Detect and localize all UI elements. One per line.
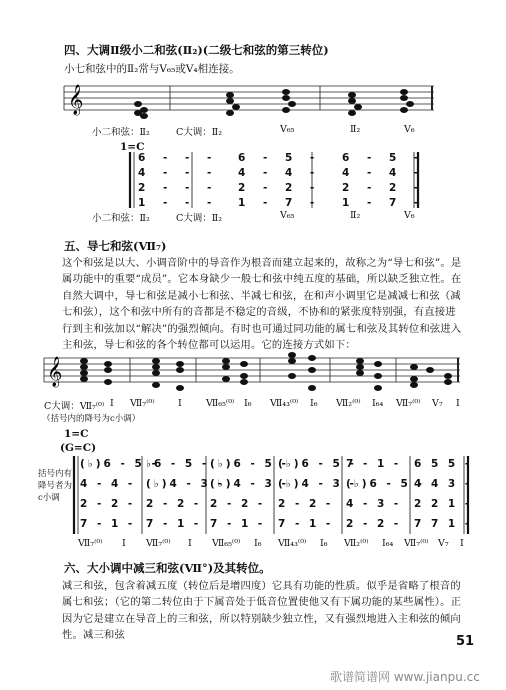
jianpu1-block-0: 6 - - - 4 - - - 2 - - - 1 - - - [138, 152, 219, 209]
jianpu2-label-1: Ⅰ [122, 538, 126, 549]
jianpu2-label-11: V₇ [438, 538, 449, 549]
jianpu2-label-10: Ⅶ₇⁽⁰⁾ [404, 538, 429, 549]
jianpu2-block-3: (♭)6 - 5 - (♭)4 - 3 - 2 - 2 - 7 - 1 - [278, 458, 357, 530]
page-number: 51 [456, 634, 475, 649]
jianpu2-label-12: Ⅰ [460, 538, 464, 549]
staff2-label-7: Ⅰ₆ [310, 398, 318, 409]
section4-subline: 小七和弦中的Ⅱ₂常与V₆₅或V₄相连接。 [64, 63, 240, 75]
section5-heading: 五、导七和弦(Ⅶ₇) [64, 239, 167, 253]
jianpu2-label-4: Ⅶ₆₅⁽⁰⁾ [212, 538, 241, 549]
section5-paragraph: 这个和弦是以大、小调音阶中的导音作为根音而建立起来的，故称之为“导七和弦”。是属功能中的重要“成员”。它本身缺少一般七和弦中纯五度的基础，所以缺乏独立性。在自然大调中，导七和弦是减小七和弦、半减七和弦，在和声小调里它是减减七和弦（减七和弦），这个和弦中所有的音都是不稳定的音级，不协和的紧张度特别强，有直接进行到主和弦加以“解决”的强烈倾向。有时也可通过同功能的属七和弦及其转位和弦进入主和弦，导七和弦的各个转位都可以运用。它的连接方式如下： [62, 257, 462, 352]
jianpu1-block-1: 6 - 5 - 4 - 4 - 2 - 2 - 1 - 7 - [238, 152, 322, 209]
section6-heading: 六、大小调中减三和弦(Ⅶ°)及其转位。 [64, 561, 271, 575]
key-signature-1: 1=C [120, 141, 145, 153]
staff2-label-0: C大调：Ⅶ₇⁽⁰⁾ [44, 401, 105, 412]
jianpu2-label-7: Ⅰ₆ [320, 538, 328, 549]
staff2-label-2: Ⅶ₇⁽⁰⁾ [130, 398, 155, 409]
key-signature-2a: 1=C [64, 428, 89, 440]
staff1-label-0: 小二和弦：Ⅱ₂ [92, 127, 150, 138]
jianpu2-label-9: Ⅰ₆₄ [382, 538, 394, 549]
section6-paragraph: 减三和弦，包含着减五度（转位后是增四度）它具有功能的性质。似乎是省略了根音的属七和弦；（它的第二转位由于下属音处于低音位置使他又有下属功能的某些属性）。正因为它是建立在导音上的三和弦，所以特别缺少独立性，又有强烈地进入主和弦的倾向性。减三和弦 [62, 580, 462, 642]
staff2-note: （括号内的降号为c小调） [42, 414, 141, 424]
staff1-label-1: C大调：Ⅱ₂ [176, 127, 223, 138]
watermark: 歌谱简谱网 www.jianpu.cc [330, 670, 480, 684]
jianpu2-label-3: Ⅰ [188, 538, 192, 549]
staff-figure-1 [64, 78, 444, 122]
jianpu2-block-1: ♭6 - 5 - (♭)4 - 3 - 2 - 2 - 7 - 1 - [146, 458, 225, 530]
jianpu1-label-0: 小二和弦：Ⅱ₂ [92, 213, 150, 224]
section4-heading: 四、大调Ⅱ级小二和弦(Ⅱ₂)(二级七和弦的第三转位) [64, 43, 329, 57]
jianpu2-block-5: 6 5 5 - 4 4 3 - 2 2 1 - 7 7 1 - [414, 458, 473, 530]
staff2-label-12: Ⅰ [456, 398, 460, 409]
staff2-label-4: Ⅶ₆₅⁽⁰⁾ [206, 398, 235, 409]
minor-key-side-note: 括号内有降号者为c小调 [38, 469, 73, 503]
jianpu2-label-2: Ⅶ₇⁽⁰⁾ [146, 538, 171, 549]
staff2-label-10: Ⅶ₇⁽⁰⁾ [396, 398, 421, 409]
staff2-label-11: V₇ [432, 398, 443, 409]
jianpu1-label-2: V₆₅ [280, 210, 295, 221]
staff1-label-4: V₆ [404, 124, 415, 135]
treble-clef-icon: 𝄞 [68, 85, 84, 115]
staff-figure-2 [44, 350, 464, 396]
jianpu2-block-2: (♭)6 - 5 - (♭)4 - 3 - 2 - 2 - 7 - 1 - [210, 458, 289, 530]
jianpu2-label-0: Ⅶ₇⁽⁰⁾ [78, 538, 103, 549]
jianpu2-label-8: Ⅶ₂⁽⁰⁾ [344, 538, 369, 549]
jianpu2-block-4: 7 - 1 - (♭)6 - 5 - 4 - 3 - 2 - 2 - [346, 458, 425, 530]
staff2-label-5: Ⅰ₆ [244, 398, 252, 409]
treble-clef-icon: 𝄞 [47, 357, 63, 387]
staff2-label-3: Ⅰ [178, 398, 182, 409]
jianpu2-label-6: Ⅶ₄₃⁽⁰⁾ [278, 538, 307, 549]
jianpu1-block-2: 6 - 5 - 4 - 4 - 2 - 2 - 1 - 7 - [342, 152, 426, 209]
staff2-label-8: Ⅶ₂⁽⁰⁾ [336, 398, 361, 409]
staff2-label-1: Ⅰ [110, 398, 114, 409]
jianpu2-label-5: Ⅰ₆ [254, 538, 262, 549]
jianpu1-label-3: Ⅱ₂ [350, 210, 361, 221]
key-signature-2b: (G=C) [60, 442, 97, 454]
staff2-label-6: Ⅶ₄₃⁽⁰⁾ [270, 398, 299, 409]
staff2-label-9: Ⅰ₆₄ [372, 398, 384, 409]
jianpu1-label-1: C大调：Ⅱ₂ [176, 213, 223, 224]
jianpu1-label-4: V₆ [404, 210, 415, 221]
staff1-label-2: V₆₅ [280, 124, 295, 135]
staff1-label-3: Ⅱ₂ [350, 124, 361, 135]
jianpu2-block-0: (♭)6 - 5 - 4 - 4 - 2 - 2 - 7 - 1 - [80, 458, 159, 530]
